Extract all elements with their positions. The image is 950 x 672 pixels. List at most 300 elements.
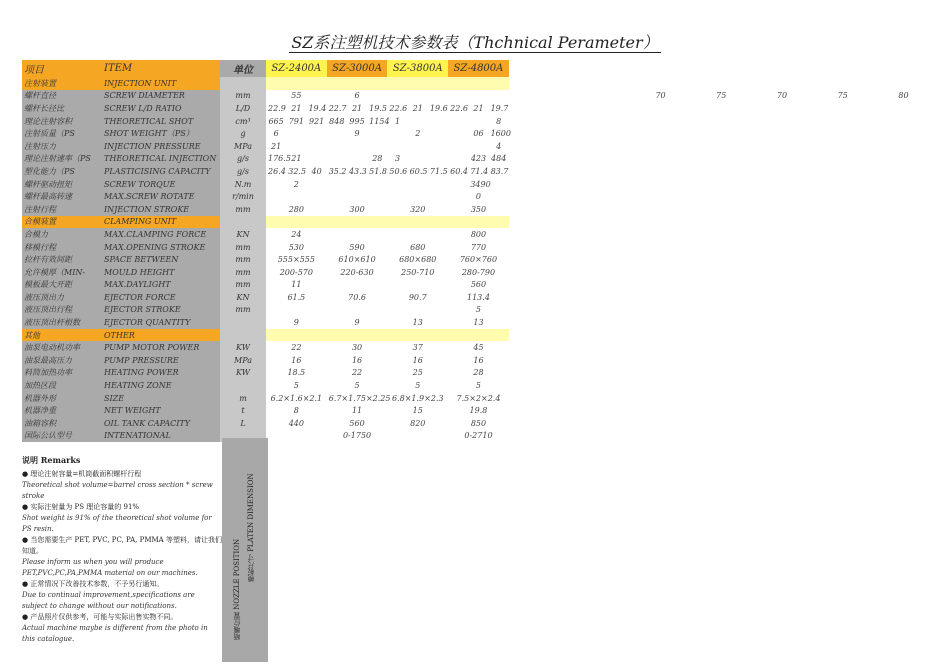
value-cell: 21 (291, 103, 302, 113)
value-cell (306, 127, 326, 140)
param-unit (220, 77, 266, 90)
value-cell (367, 140, 387, 153)
param-unit (220, 216, 266, 229)
table-row (22, 367, 934, 380)
table-row (22, 392, 934, 405)
value-cell: 5 (293, 381, 299, 391)
page-title: SZ系注塑机技术参数表（Thchnical Perameter） (291, 33, 659, 52)
param-name-en: SHOT WEIGHT（PS） (102, 127, 220, 140)
value-cell: 2 (415, 129, 421, 139)
value-cell (408, 140, 428, 153)
value-cell: 800 (470, 229, 487, 239)
value-cell (286, 190, 306, 203)
value-cell: 37 (412, 343, 423, 353)
value-cell: 22.7 (328, 103, 347, 113)
value-cell: 113.4 (467, 292, 490, 302)
param-name-en: HEATING POWER (102, 367, 220, 380)
table-row (22, 417, 934, 430)
value-cell: 13 (473, 318, 484, 328)
param-name-en: MAX.CLAMPING FORCE (102, 228, 220, 241)
value-cell: 22.9 (268, 103, 286, 113)
param-name-en: MAX.DAYLIGHT (102, 279, 220, 292)
value-cell: 6 (273, 129, 279, 139)
value-cell (448, 115, 468, 128)
value-cell (468, 140, 488, 153)
value-cell (428, 178, 448, 191)
value-cell: 250-710 (401, 267, 435, 277)
value-cell (347, 178, 367, 191)
param-unit (220, 379, 266, 392)
value-cell (387, 279, 448, 292)
param-name-cn: 注射装置 (22, 77, 102, 90)
param-name-cn: 合模力 (22, 228, 102, 241)
value-cell: 06 (473, 129, 484, 139)
value-cell: 21 (412, 103, 423, 113)
param-name-en: THEORETICAL INJECTION (102, 153, 220, 166)
value-cell: 530 (288, 242, 304, 252)
section-row (22, 77, 934, 90)
value-cell: 5 (415, 381, 421, 391)
value-cell: 71.4 (470, 166, 489, 176)
remarks (22, 455, 222, 645)
value-cell: 484 (491, 154, 507, 164)
table-row (22, 127, 934, 140)
value-cell (387, 127, 407, 140)
param-name-en: SPACE BETWEEN (102, 253, 220, 266)
param-name-en: CLAMPING UNIT (102, 216, 220, 229)
param-name-cn: 允许模厚（MIN- (22, 266, 102, 279)
value-cell: 35.2 (328, 166, 347, 176)
value-cell: 1154 (369, 116, 390, 126)
value-cell (428, 127, 448, 140)
value-cell (286, 140, 306, 153)
value-cell (306, 178, 326, 191)
value-cell: 15 (412, 406, 423, 416)
value-cell: 848 (329, 116, 345, 126)
remark-item-en: Actual machine maybe is different from the photo in this catalogue. (22, 624, 208, 643)
value-cell: 75 (837, 91, 848, 101)
table-row (22, 90, 934, 103)
value-cell (347, 190, 367, 203)
param-unit: KW (220, 341, 266, 354)
value-cell: 0-1750 (342, 431, 372, 441)
value-cell (509, 90, 570, 103)
value-cell: 70 (655, 91, 666, 101)
param-unit: mm (220, 279, 266, 292)
param-name-en: OIL TANK CAPACITY (102, 417, 220, 430)
value-cell: 280-790 (461, 267, 496, 277)
value-cell: 45 (473, 343, 484, 353)
value-cell: 22.6 (389, 103, 408, 113)
value-cell (489, 178, 509, 191)
table-row (22, 304, 934, 317)
param-unit: m (220, 392, 266, 405)
table-row (22, 404, 934, 417)
value-cell (306, 140, 326, 153)
value-cell: 5 (475, 381, 481, 391)
value-cell (387, 190, 407, 203)
value-cell: 6.2×1.6×2.1 (270, 393, 323, 403)
param-name-cn: 注射压力 (22, 140, 102, 153)
param-name-cn: 油泵电动机功率 (22, 341, 102, 354)
remark-item-en: Theoretical shot volume=barrel cross section * screw stroke (22, 481, 213, 500)
value-cell: 90.7 (408, 292, 427, 302)
remark-item-cn: ● 实际注射量为 PS 理论容量的 91% (22, 503, 140, 511)
value-cell: 80 (898, 91, 909, 101)
param-name-en: SCREW TORQUE (102, 178, 220, 191)
value-cell: 9 (354, 318, 360, 328)
value-cell: 320 (410, 204, 426, 214)
remark-item-cn: ● 正常情况下改善技术参数，不予另行通知。 (22, 580, 164, 588)
value-cell: 995 (349, 116, 365, 126)
table-row (22, 190, 934, 203)
param-name-en: INJECTION STROKE (102, 203, 220, 216)
value-cell (266, 190, 286, 203)
table-row (22, 379, 934, 392)
param-unit: mm (220, 253, 266, 266)
param-name-cn: 液压顶出力 (22, 291, 102, 304)
value-cell: 1600 (490, 129, 511, 139)
value-cell (387, 430, 448, 443)
header-unit: 单位 (220, 60, 266, 77)
value-cell (408, 115, 428, 128)
value-cell: 28 (372, 154, 383, 164)
param-name-cn: 加热区段 (22, 379, 102, 392)
remark-item-cn: ● 产品照片仅供参考，可能与实际出售实物不同。 (22, 613, 178, 621)
param-unit: L/D (220, 102, 266, 115)
param-unit: mm (220, 304, 266, 317)
value-cell (286, 127, 306, 140)
table-row (22, 165, 934, 178)
table-row (22, 253, 934, 266)
param-name-en: MOULD HEIGHT (102, 266, 220, 279)
value-cell: 590 (349, 242, 365, 252)
value-cell: 280 (288, 204, 304, 214)
value-cell: 5 (354, 381, 360, 391)
section-fill (266, 216, 509, 229)
param-unit: mm (220, 241, 266, 254)
param-name-en: PUMP MOTOR POWER (102, 341, 220, 354)
value-cell (367, 178, 387, 191)
param-unit: KN (220, 228, 266, 241)
value-cell: 55 (291, 91, 302, 101)
value-cell: 3 (394, 154, 401, 164)
value-cell (448, 178, 468, 191)
table-row (22, 354, 934, 367)
value-cell: 423 (470, 154, 487, 164)
value-cell: 21 (351, 103, 363, 113)
value-cell (327, 228, 388, 241)
value-cell: 6 (354, 91, 360, 101)
value-cell: 200-570 (279, 267, 313, 277)
value-cell: 19.5 (369, 103, 387, 113)
param-name-cn: 注射行程 (22, 203, 102, 216)
section-row (22, 216, 934, 229)
value-cell: 26.4 (268, 166, 286, 176)
param-name-en: PUMP PRESSURE (102, 354, 220, 367)
table-row (22, 341, 934, 354)
value-cell: 22 (351, 368, 363, 378)
nozzle-position-label: 喷嘴位置 NOZZLE POSITION (233, 538, 241, 640)
value-cell: 61.5 (287, 292, 306, 302)
table-row (22, 153, 934, 166)
table-row (22, 266, 934, 279)
header-item-cn: 项目 (22, 60, 102, 77)
param-name-en: INJECTION UNIT (102, 77, 220, 90)
value-cell: 16 (473, 355, 484, 365)
param-name-cn: 国际公认型号 (22, 430, 102, 443)
value-cell (408, 153, 428, 166)
param-name-en: EJECTOR STROKE (102, 304, 220, 317)
param-unit: mm (220, 90, 266, 103)
value-cell: 18.5 (287, 368, 306, 378)
value-cell (428, 153, 448, 166)
param-unit: N.m (220, 178, 266, 191)
value-cell (367, 190, 387, 203)
param-unit: mm (220, 203, 266, 216)
value-cell: 71.5 (429, 166, 448, 176)
value-cell (327, 153, 347, 166)
value-cell: 820 (410, 418, 426, 428)
param-unit: g/s (220, 165, 266, 178)
table-row (22, 115, 934, 128)
param-name-en: THEORETICAL SHOT (102, 115, 220, 128)
param-unit: g (220, 127, 266, 140)
value-cell (570, 90, 631, 103)
value-cell: 70.6 (348, 292, 366, 302)
value-cell: 8 (496, 116, 502, 126)
param-unit: KN (220, 291, 266, 304)
param-name-en: OTHER (102, 329, 220, 342)
param-unit (220, 316, 266, 329)
value-cell: 30 (351, 343, 363, 353)
param-name-en: SCREW DIAMETER (102, 90, 220, 103)
value-cell: 19.6 (429, 103, 448, 113)
value-cell (448, 90, 509, 103)
value-cell: 300 (349, 204, 365, 214)
value-cell (327, 140, 347, 153)
value-cell (327, 279, 388, 292)
value-cell: 50.6 (389, 166, 408, 176)
value-cell: 24 (291, 229, 302, 239)
remark-item-en: Shot weight is 91% of the theoretical shot volume for PS resin. (22, 514, 212, 533)
value-cell (428, 140, 448, 153)
value-cell: 555×555 (277, 255, 315, 265)
param-name-cn: 机器外形 (22, 392, 102, 405)
value-cell: 610×610 (338, 255, 376, 265)
value-cell: 21 (473, 103, 484, 113)
param-name-cn: 液压顶出行程 (22, 304, 102, 317)
param-name-cn: 理论注射容积 (22, 115, 102, 128)
param-unit: L (220, 417, 266, 430)
param-unit: g/s (220, 153, 266, 166)
table-row (22, 316, 934, 329)
table-row (22, 291, 934, 304)
param-unit: cm³ (220, 115, 266, 128)
table-row (22, 241, 934, 254)
table-row (22, 430, 934, 443)
param-name-cn: 塑化能力（PS (22, 165, 102, 178)
model-header: SZ-3000A (327, 60, 388, 77)
param-unit: MPa (220, 354, 266, 367)
param-name-cn: 螺杆直径 (22, 90, 102, 103)
param-unit: KW (220, 367, 266, 380)
value-cell (327, 304, 388, 317)
param-name-cn: 拉杆有效间距 (22, 253, 102, 266)
table-row (22, 102, 934, 115)
value-cell (387, 90, 448, 103)
value-cell: 32.5 (288, 166, 307, 176)
value-cell (327, 190, 347, 203)
value-cell: 51.8 (369, 166, 387, 176)
param-name-cn: 螺杆长径比 (22, 102, 102, 115)
value-cell: 75 (716, 91, 727, 101)
value-cell (387, 178, 407, 191)
value-cell (327, 127, 347, 140)
value-cell: 6.7×1.75×2.25 (328, 393, 391, 403)
dimension-panel (222, 438, 268, 662)
value-cell: 770 (470, 242, 487, 252)
value-cell: 19.4 (308, 103, 327, 113)
param-name-cn: 模板最大开距 (22, 279, 102, 292)
param-name-cn: 移模行程 (22, 241, 102, 254)
param-name-cn: 油泵最高压力 (22, 354, 102, 367)
value-cell: 11 (351, 406, 363, 416)
value-cell: 791 (288, 116, 304, 126)
value-cell (266, 304, 327, 317)
value-cell: 350 (470, 204, 487, 214)
value-cell: 22.6 (450, 103, 468, 113)
section-fill (266, 77, 509, 90)
value-cell: 4 (496, 141, 502, 151)
value-cell: 680 (410, 242, 426, 252)
param-name-en: HEATING ZONE (102, 379, 220, 392)
remark-item-cn: ● 当您需要生产 PET, PVC, PC, PA, PMMA 等塑料，请让我们知道。 (22, 536, 222, 555)
param-name-en: PLASTICISING CAPACITY (102, 165, 220, 178)
value-cell: 60.5 (409, 166, 428, 176)
value-cell: 0 (475, 192, 481, 202)
value-cell (448, 127, 468, 140)
value-cell (468, 115, 488, 128)
value-cell: 7.5×2×2.4 (456, 393, 501, 403)
table-row (22, 203, 934, 216)
value-cell: 22 (291, 343, 302, 353)
value-cell: 40 (311, 166, 322, 176)
value-cell: 16 (412, 355, 423, 365)
value-cell: 850 (470, 418, 487, 428)
remark-item-cn: ● 理论注射容量=机筒截面积螺杆行程 (22, 470, 142, 478)
param-unit (220, 329, 266, 342)
value-cell: 19.7 (490, 103, 509, 113)
value-cell (448, 140, 468, 153)
value-cell (428, 115, 448, 128)
value-cell: 19.8 (469, 406, 488, 416)
platen-dimension-label: 模板尺寸 PLATEN DIMENSION (247, 473, 255, 582)
value-cell (266, 178, 286, 191)
value-cell: 9 (293, 318, 299, 328)
value-cell: 220-630 (340, 267, 374, 277)
param-name-cn: 料筒加热功率 (22, 367, 102, 380)
param-name-cn: 液压顶出杆根数 (22, 316, 102, 329)
value-cell (387, 228, 448, 241)
value-cell (306, 153, 326, 166)
remark-item-en: Please inform us when you will produce PET,PVC,PC,PA,PMMA material on our machines. (22, 558, 198, 577)
value-cell: 70 (776, 91, 788, 101)
value-cell: 83.7 (490, 166, 509, 176)
param-name-en: SCREW L/D RATIO (102, 102, 220, 115)
param-name-cn: 螺杆驱动扭矩 (22, 178, 102, 191)
param-name-cn: 油箱容积 (22, 417, 102, 430)
param-name-en: INTENATIONAL (102, 430, 220, 443)
value-cell (266, 430, 327, 443)
param-name-cn: 螺杆最高转速 (22, 190, 102, 203)
value-cell: 43.3 (348, 166, 367, 176)
param-name-cn: 注射质量（PS (22, 127, 102, 140)
value-cell (347, 153, 367, 166)
model-header: SZ-2400A (266, 60, 327, 77)
value-cell (327, 178, 347, 191)
value-cell: 9 (354, 129, 360, 139)
table-row (22, 279, 934, 292)
value-cell: 921 (308, 116, 325, 126)
header-item-en: ITEM (102, 60, 220, 77)
param-name-cn: 合模装置 (22, 216, 102, 229)
table-row (22, 140, 934, 153)
param-unit: MPa (220, 140, 266, 153)
value-cell: 5 (475, 305, 481, 315)
value-cell: 760×760 (459, 255, 498, 265)
value-cell (306, 190, 326, 203)
value-cell: 16 (291, 355, 302, 365)
value-cell: 6.8×1.9×2.3 (391, 393, 444, 403)
table-header (22, 60, 934, 77)
param-name-en: SIZE (102, 392, 220, 405)
param-unit: mm (220, 266, 266, 279)
model-header: SZ-3800A (387, 60, 448, 77)
value-cell (387, 304, 448, 317)
value-cell (489, 190, 509, 203)
value-cell: 1 (394, 116, 401, 126)
param-name-en: EJECTOR QUANTITY (102, 316, 220, 329)
value-cell: 8 (293, 406, 299, 416)
value-cell (448, 190, 468, 203)
value-cell: 21 (271, 141, 282, 151)
value-cell: 680×680 (399, 255, 437, 265)
value-cell: 560 (349, 418, 365, 428)
section-fill (266, 329, 509, 342)
value-cell: 665 (268, 116, 284, 126)
param-unit: t (220, 404, 266, 417)
value-cell (367, 127, 387, 140)
param-unit: r/min (220, 190, 266, 203)
table-row (22, 228, 934, 241)
param-name-en: EJECTOR FORCE (102, 291, 220, 304)
param-name-cn: 其他 (22, 329, 102, 342)
param-name-en: INJECTION PRESSURE (102, 140, 220, 153)
param-name-en: NET WEIGHT (102, 404, 220, 417)
param-name-cn: 机器净重 (22, 404, 102, 417)
value-cell (408, 178, 428, 191)
value-cell: 560 (470, 280, 487, 290)
value-cell (428, 190, 448, 203)
value-cell: 25 (412, 368, 423, 378)
value-cell (347, 140, 367, 153)
value-cell: 2 (293, 179, 299, 189)
value-cell: 0-2710 (464, 431, 493, 441)
param-name-en: MAX.SCREW ROTATE (102, 190, 220, 203)
value-cell (387, 140, 407, 153)
table-row (22, 178, 934, 191)
